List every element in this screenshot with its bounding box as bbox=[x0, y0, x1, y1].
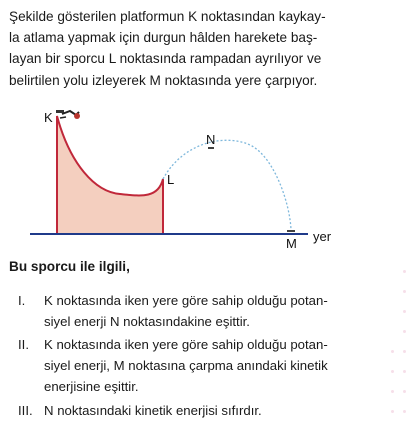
label-k: K bbox=[44, 110, 53, 125]
statement-line: siyel enerji, M noktasına çarpma anındaki kinetik bbox=[44, 358, 328, 373]
statement-numeral: II. bbox=[18, 337, 29, 352]
label-n: N bbox=[206, 132, 216, 147]
statement-line: K noktasında iken yere göre sahip olduğu potan- bbox=[44, 293, 328, 308]
intro-line: layan bir sporcu L noktasında rampadan ayrılıyor ve bbox=[9, 51, 322, 67]
statement-line: N noktasındaki kinetik enerjisi sıfırdır. bbox=[44, 403, 262, 418]
trajectory-path bbox=[163, 140, 291, 230]
statement-numeral: III. bbox=[18, 403, 33, 418]
intro-line: belirtilen yolu izleyerek M noktasında yere çarpıyor. bbox=[9, 72, 318, 88]
label-l: L bbox=[167, 172, 175, 187]
statement-numeral: I. bbox=[18, 293, 26, 308]
statement-line: K noktasında iken yere göre sahip olduğu potan- bbox=[44, 337, 328, 352]
statement-line: enerjisine eşittir. bbox=[44, 379, 139, 394]
intro-line: Şekilde gösterilen platformun K noktasından kaykay- bbox=[9, 9, 326, 24]
statement-line: siyel enerji N noktasındakine eşittir. bbox=[44, 314, 250, 329]
label-ground: yer bbox=[313, 229, 332, 244]
decorative-dot-pattern bbox=[385, 250, 413, 425]
question-heading: Bu sporcu ile ilgili, bbox=[9, 259, 130, 274]
problem-statement bbox=[9, 6, 409, 91]
skate-ramp-figure bbox=[0, 104, 417, 254]
intro-line: la atlama yapmak için durgun hâlden harekete baş- bbox=[9, 30, 318, 46]
label-m: M bbox=[286, 236, 297, 251]
ramp-shape bbox=[57, 116, 163, 234]
skateboarder-icon bbox=[56, 110, 80, 119]
